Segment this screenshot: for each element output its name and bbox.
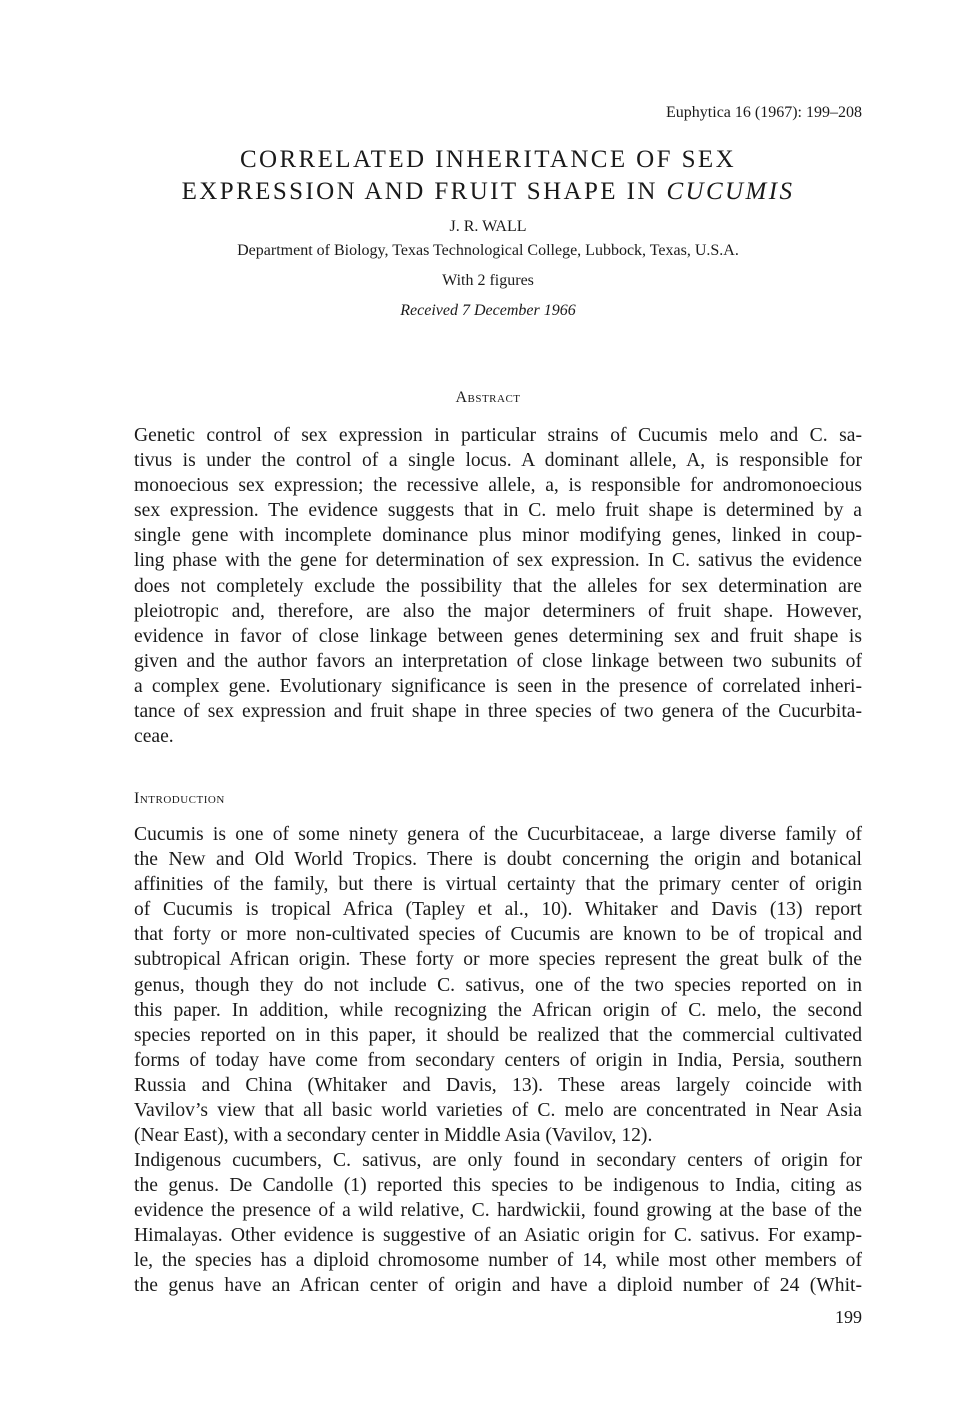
title-line-2 [0, 176, 976, 208]
title-line-2-genus: CUCUMIS [666, 178, 795, 205]
abstract-line: pleiotropic and, therefore, are also the major determiners of fruit shape. However, [134, 600, 862, 622]
intro-line: subtropical African origin. These forty or more species represent the great bulk of the [134, 949, 862, 971]
received-date: Received 7 December 1966 [400, 302, 576, 319]
journal-reference: Euphytica 16 (1967): 199–208 [666, 104, 862, 121]
intro-line: the genus. De Candolle (1) reported this species to be indigenous to India, citing as [134, 1175, 862, 1197]
author: J. R. WALL [449, 218, 527, 235]
abstract-heading: Abstract [455, 389, 521, 406]
abstract-line: single gene with incomplete dominance plus minor modifying genes, linked in coup- [134, 525, 862, 547]
intro-line: the New and Old World Tropics. There is doubt concerning the origin and botanical [134, 849, 862, 871]
intro-line: Cucumis is one of some ninety genera of the Cucurbitaceae, a large diverse family of [134, 824, 862, 845]
intro-line: forms of today have come from secondary centers of origin in India, Persia, southern [134, 1049, 862, 1071]
intro-line: le, the species has a diploid chromosome number of 14, while most other members of [134, 1250, 862, 1272]
abstract-line: evidence in favor of close linkage between genes determining sex and fruit shape is [134, 625, 862, 647]
abstract-line: ling phase with the gene for determination of sex expression. In C. sativus the evidence [134, 550, 862, 572]
abstract-line: does not completely exclude the possibility that the alleles for sex determination are [134, 575, 862, 597]
abstract-line: given and the author favors an interpretation of close linkage between two subunits of [134, 650, 862, 672]
intro-line: Himalayas. Other evidence is suggestive of an Asiatic origin for C. sativus. For examp- [134, 1225, 862, 1247]
introduction-paragraph-2 [134, 1148, 862, 1299]
introduction-paragraph-1 [134, 822, 862, 1148]
intro-line: the genus have an African center of origin and have a diploid number of 24 (Whit- [134, 1275, 862, 1297]
affiliation: Department of Biology, Texas Technological College, Lubbock, Texas, U.S.A. [237, 242, 739, 259]
intro-line: species reported on in this paper, it should be realized that the commercial cultivated [134, 1024, 862, 1046]
title-line-2-prefix: EXPRESSION AND FRUIT SHAPE IN [181, 178, 667, 205]
intro-line: Vavilov’s view that all basic world varieties of C. melo are concentrated in Near Asia [134, 1100, 862, 1122]
intro-line: that forty or more non-cultivated species of Cucumis are known to be of tropical and [134, 924, 862, 946]
abstract-line: sex expression. The evidence suggests that in C. melo fruit shape is determined by a [134, 500, 862, 522]
abstract-line: tance of sex expression and fruit shape in three species of two genera of the Cucurbita- [134, 701, 862, 723]
intro-line: evidence the presence of a wild relative, C. hardwickii, found growing at the base of the [134, 1200, 862, 1222]
figures-note: With 2 figures [442, 272, 534, 289]
abstract-line: Genetic control of sex expression in particular strains of Cucumis melo and C. sa- [134, 425, 862, 446]
intro-line: affinities of the family, but there is virtual certainty that the primary center of origin [134, 874, 862, 896]
intro-line: this paper. In addition, while recognizing the African origin of C. melo, the second [134, 999, 862, 1021]
introduction-heading: Introduction [134, 790, 225, 807]
intro-line: genus, though they do not include C. sativus, one of the two species reported on in [134, 974, 862, 996]
abstract-line: monoecious sex expression; the recessive allele, a, is responsible for andromonoecious [134, 475, 862, 497]
intro-line: of Cucumis is tropical Africa (Tapley et al., 10). Whitaker and Davis (13) report [134, 899, 862, 921]
abstract-line: ceae. [134, 726, 174, 748]
title-line-1: CORRELATED INHERITANCE OF SEX [239, 146, 737, 173]
intro-line: Indigenous cucumbers, C. sativus, are only found in secondary centers of origin for [134, 1150, 862, 1171]
intro-line: (Near East), with a secondary center in Middle Asia (Vavilov, 12). [134, 1125, 653, 1147]
abstract-body [134, 423, 862, 749]
abstract-line: a complex gene. Evolutionary significance is seen in the presence of correlated inheri- [134, 675, 862, 697]
abstract-line: tivus is under the control of a single locus. A dominant allele, A, is responsible for [134, 450, 862, 472]
page-number: 199 [835, 1307, 862, 1327]
intro-line: Russia and China (Whitaker and Davis, 13). These areas largely coincide with [134, 1074, 862, 1096]
